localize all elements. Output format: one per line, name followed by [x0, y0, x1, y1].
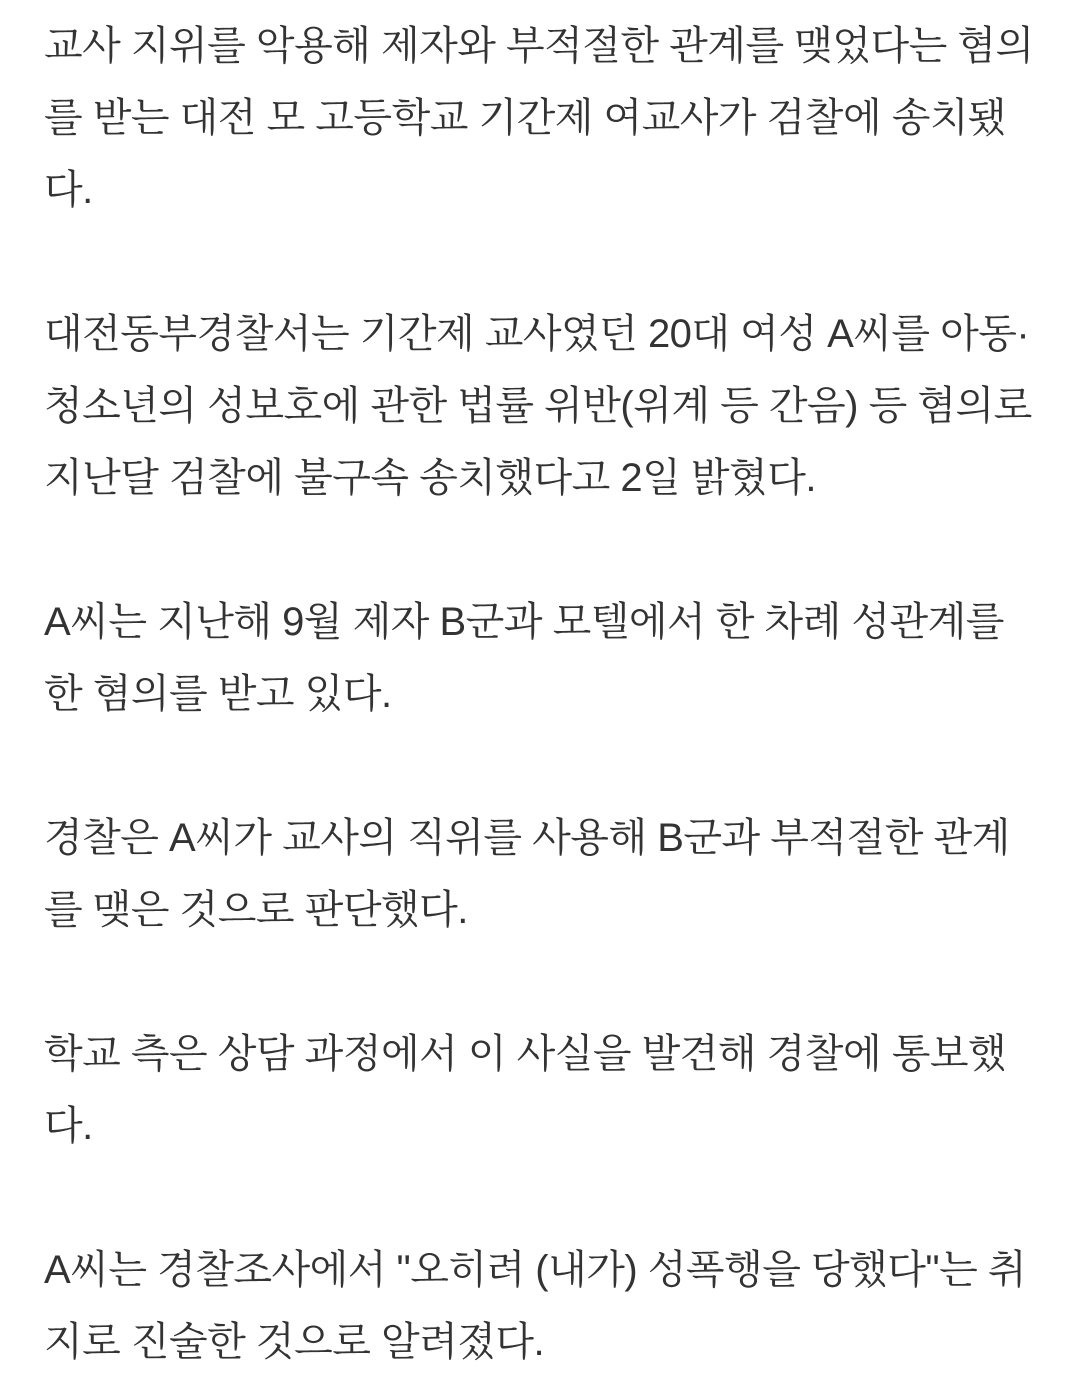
- article-paragraph-6: A씨는 경찰조사에서 "오히려 (내가) 성폭행을 당했다"는 취지로 진술한 것으로 알려졌다.: [44, 1248, 1026, 1364]
- article-paragraph-1: 교사 지위를 악용해 제자와 부적절한 관계를 맺었다는 혐의를 받는 대전 모 고등학교 기간제 여교사가 검찰에 송치됐다.: [44, 24, 1034, 212]
- article-paragraph-5: 학교 측은 상담 과정에서 이 사실을 발견해 경찰에 통보했다.: [44, 1032, 1007, 1148]
- article-paragraph-2: 대전동부경찰서는 기간제 교사였던 20대 여성 A씨를 아동·청소년의 성보호에 관한 법률 위반(위계 등 간음) 등 혐의로 지난달 검찰에 불구속 송치했다고 2일 밝혔다.: [44, 312, 1032, 500]
- article-paragraph-3: A씨는 지난해 9월 제자 B군과 모텔에서 한 차례 성관계를 한 혐의를 받고 있다.: [44, 600, 1004, 716]
- article-paragraph-4: 경찰은 A씨가 교사의 직위를 사용해 B군과 부적절한 관계를 맺은 것으로 판단했다.: [44, 816, 1010, 932]
